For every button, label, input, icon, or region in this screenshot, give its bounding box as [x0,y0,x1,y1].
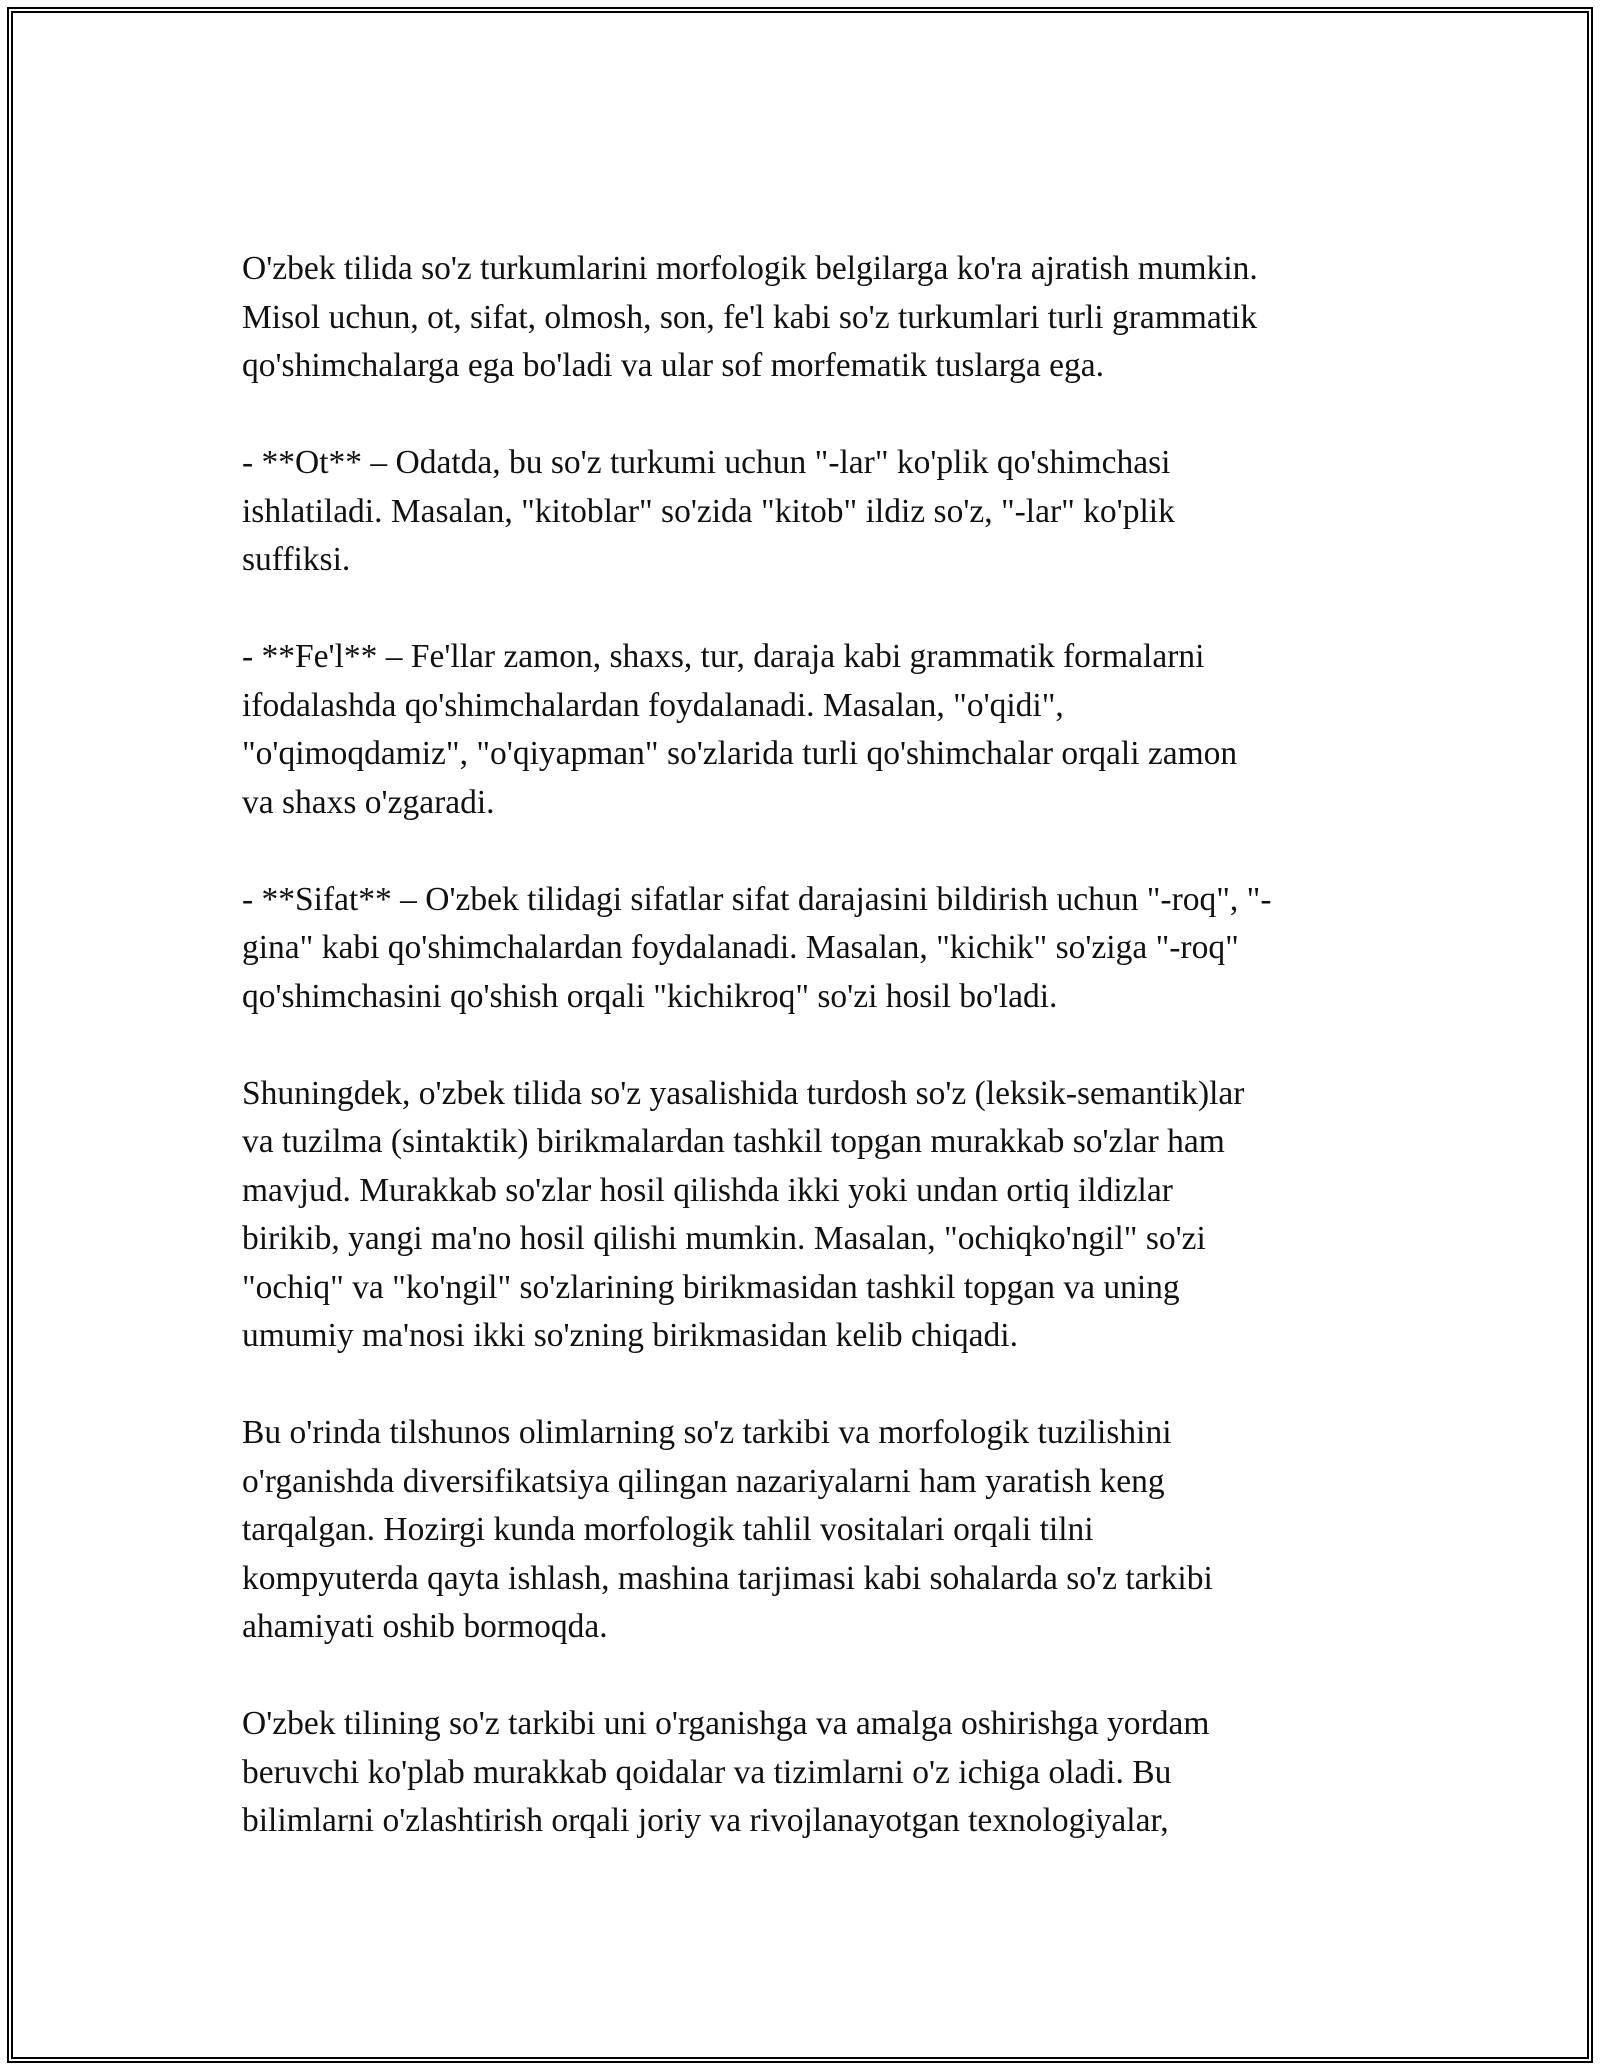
text-line: suffiksi. [242,541,351,578]
text-line: qo'shimchalarga ega bo'ladi va ular sof morfematik tuslarga ega. [242,347,1105,384]
paragraph-sifat [242,876,1392,1022]
text-line: - **Sifat** – O'zbek tilidagi sifatlar sifat darajasini bildirish uchun "-roq", "- [242,880,1272,918]
text-line: beruvchi ko'plab murakkab qoidalar va tizimlarni o'z ichiga oladi. Bu [242,1753,1172,1791]
text-line: kompyuterda qayta ishlash, mashina tarjimasi kabi sohalarda so'z tarkibi [242,1559,1213,1597]
paragraph-linguists [242,1409,1392,1652]
text-line: birikib, yangi ma'no hosil qilishi mumkin. Masalan, "ochiqko'ngil" so'zi [242,1220,1206,1257]
text-line: ahamiyati oshib bormoqda. [242,1608,608,1645]
text-line: Misol uchun, ot, sifat, olmosh, son, fe'l kabi so'z turkumlari turli grammatik [242,298,1258,336]
text-line: gina" kabi qo'shimchalardan foydalanadi. Masalan, "kichik" so'ziga "-roq" [242,929,1239,966]
text-line: ifodalashda qo'shimchalardan foydalanadi. Masalan, "o'qidi", [242,686,1064,724]
text-line: - **Fe'l** – Fe'llar zamon, shaxs, tur, daraja kabi grammatik formalarni [242,638,1205,675]
paragraph-intro [242,245,1392,391]
paragraph-conclusion [242,1700,1392,1846]
text-line: umumiy ma'nosi ikki so'zning birikmasidan kelib chiqadi. [242,1317,1018,1354]
text-line: O'zbek tilida so'z turkumlarini morfologik belgilarga ko'ra ajratish mumkin. [242,250,1258,287]
text-line: va shaxs o'zgaradi. [242,783,495,821]
paragraph-fel [242,633,1392,827]
document-page [7,7,1593,2063]
text-line: "o'qimoqdamiz", "o'qiyapman" so'zlarida turli qo'shimchalar orqali zamon [242,735,1238,772]
document-body [242,245,1392,1894]
text-line: bilimlarni o'zlashtirish orqali joriy va rivojlanayotgan texnologiyalar, [242,1802,1169,1839]
text-line: Bu o'rinda tilshunos olimlarning so'z tarkibi va morfologik tuzilishini [242,1414,1172,1451]
text-line: Shuningdek, o'zbek tilida so'z yasalishida turdosh so'z (leksik-semantik)lar [242,1074,1245,1112]
text-line: o'rganishda diversifikatsiya qilingan nazariyalarni ham yaratish keng [242,1462,1165,1500]
text-line: mavjud. Murakkab so'zlar hosil qilishda ikki yoki undan ortiq ildizlar [242,1171,1173,1209]
text-line: tarqalgan. Hozirgi kunda morfologik tahlil vositalari orqali tilni [242,1511,1094,1548]
text-line: "ochiq" va "ko'ngil" so'zlarining birikmasidan tashkil topgan va uning [242,1268,1180,1306]
text-line: qo'shimchasini qo'shish orqali "kichikroq" so'zi hosil bo'ladi. [242,977,1058,1015]
text-line: - **Ot** – Odatda, bu so'z turkumi uchun "-lar" ko'plik qo'shimchasi [242,444,1171,481]
paragraph-compound-words [242,1070,1392,1361]
text-line: va tuzilma (sintaktik) birikmalardan tashkil topgan murakkab so'zlar ham [242,1123,1225,1160]
text-line: O'zbek tilining so'z tarkibi uni o'rganishga va amalga oshirishga yordam [242,1705,1210,1742]
text-line: ishlatiladi. Masalan, "kitoblar" so'zida "kitob" ildiz so'z, "-lar" ko'plik [242,492,1175,530]
paragraph-ot [242,439,1392,585]
